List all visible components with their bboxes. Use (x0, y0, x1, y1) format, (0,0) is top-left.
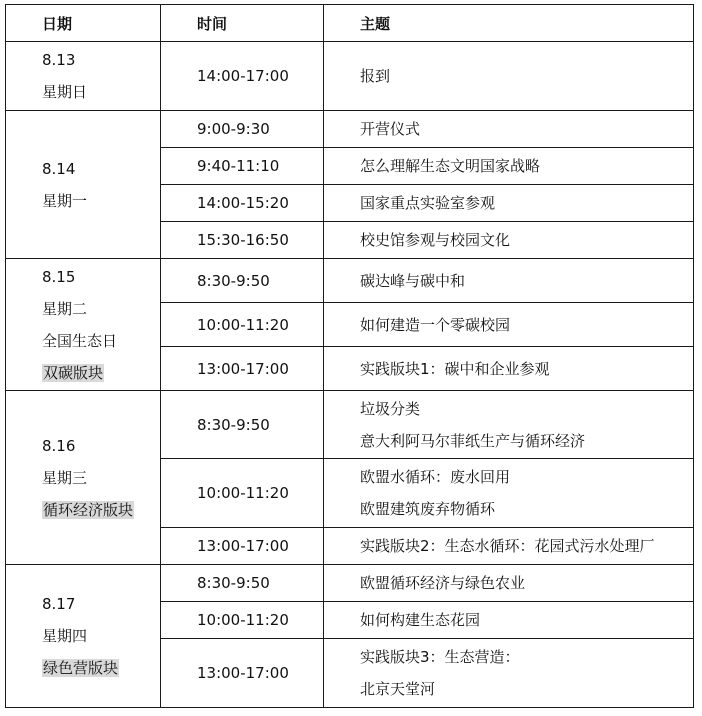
time-cell: 13:00-17:00 (161, 347, 324, 391)
day-date: 8.15 (42, 267, 76, 286)
day-tag: 绿色营版块 (43, 659, 119, 677)
topic-line: 怎么理解生态文明国家战略 (360, 157, 541, 175)
topic-line: 欧盟建筑废弃物循环 (360, 500, 496, 518)
time-cell: 8:30-9:50 (161, 391, 324, 459)
day-tag: 双碳版块 (43, 363, 104, 382)
header-date: 日期 (6, 5, 161, 42)
topic-line: 如何构建生态花园 (360, 611, 481, 629)
topic-line: 如何建造一个零碳校园 (360, 315, 511, 334)
topic-cell (324, 602, 694, 639)
day-weekday: 星期四 (42, 627, 88, 645)
schedule-table (5, 4, 694, 708)
topic-line: 意大利阿马尔菲纸生产与循环经济 (360, 431, 586, 450)
topic-line: 国家重点实验室参观 (360, 194, 496, 212)
day-tag-line (42, 494, 160, 526)
schedule-body (6, 42, 694, 708)
topic-cell (324, 347, 694, 391)
topic-line: 垃圾分类 (360, 399, 421, 418)
topic-cell (324, 42, 694, 111)
header-row (6, 5, 694, 42)
day-cell (6, 565, 161, 708)
day-date: 8.17 (42, 595, 76, 613)
day-note: 全国生态日 (42, 331, 118, 350)
day-weekday: 星期三 (42, 468, 88, 487)
day-tag: 循环经济版块 (43, 500, 134, 519)
header-time: 时间 (161, 5, 324, 42)
day-date: 8.13 (42, 51, 76, 69)
topic-line: 实践版块3：生态营造： (360, 648, 520, 666)
day-weekday: 星期一 (42, 191, 88, 210)
day-tag-line (42, 652, 160, 684)
header-topic: 主题 (324, 5, 694, 42)
topic-cell (324, 639, 694, 708)
topic-line: 欧盟水循环：废水回用 (360, 468, 511, 486)
topic-line: 报到 (360, 67, 391, 85)
topic-line: 校史馆参观与校园文化 (360, 231, 511, 249)
topic-cell (324, 185, 694, 222)
topic-cell (324, 459, 694, 528)
day-cell (6, 391, 161, 565)
day-tag-line (42, 357, 160, 389)
time-cell: 8:30-9:50 (161, 565, 324, 602)
time-cell: 10:00-11:20 (161, 602, 324, 639)
day-cell (6, 42, 161, 111)
topic-cell (324, 391, 694, 459)
topic-line: 北京天堂河 (360, 680, 436, 698)
schedule-row (6, 565, 694, 602)
time-cell: 10:00-11:20 (161, 303, 324, 347)
time-cell: 9:40-11:10 (161, 148, 324, 185)
topic-line: 开营仪式 (360, 120, 421, 138)
topic-line: 碳达峰与碳中和 (360, 271, 466, 290)
schedule-row (6, 111, 694, 148)
schedule-row (6, 259, 694, 303)
topic-cell (324, 565, 694, 602)
day-cell (6, 259, 161, 391)
topic-cell (324, 222, 694, 259)
day-weekday: 星期二 (42, 299, 88, 318)
time-cell: 13:00-17:00 (161, 639, 324, 708)
time-cell: 9:00-9:30 (161, 111, 324, 148)
topic-line: 欧盟循环经济与绿色农业 (360, 574, 526, 592)
time-cell: 13:00-17:00 (161, 528, 324, 565)
topic-cell (324, 111, 694, 148)
topic-cell (324, 303, 694, 347)
time-cell: 14:00-15:20 (161, 185, 324, 222)
topic-cell (324, 148, 694, 185)
schedule-row (6, 42, 694, 111)
time-cell: 14:00-17:00 (161, 42, 324, 111)
topic-cell (324, 259, 694, 303)
topic-line: 实践版块2：生态水循环：花园式污水处理厂 (360, 537, 655, 555)
time-cell: 10:00-11:20 (161, 459, 324, 528)
schedule-row (6, 391, 694, 459)
time-cell: 8:30-9:50 (161, 259, 324, 303)
topic-line: 实践版块1：碳中和企业参观 (360, 359, 550, 378)
topic-cell (324, 528, 694, 565)
day-cell (6, 111, 161, 259)
day-weekday: 星期日 (42, 83, 88, 101)
day-date: 8.14 (42, 159, 76, 178)
time-cell: 15:30-16:50 (161, 222, 324, 259)
day-date: 8.16 (42, 436, 76, 455)
